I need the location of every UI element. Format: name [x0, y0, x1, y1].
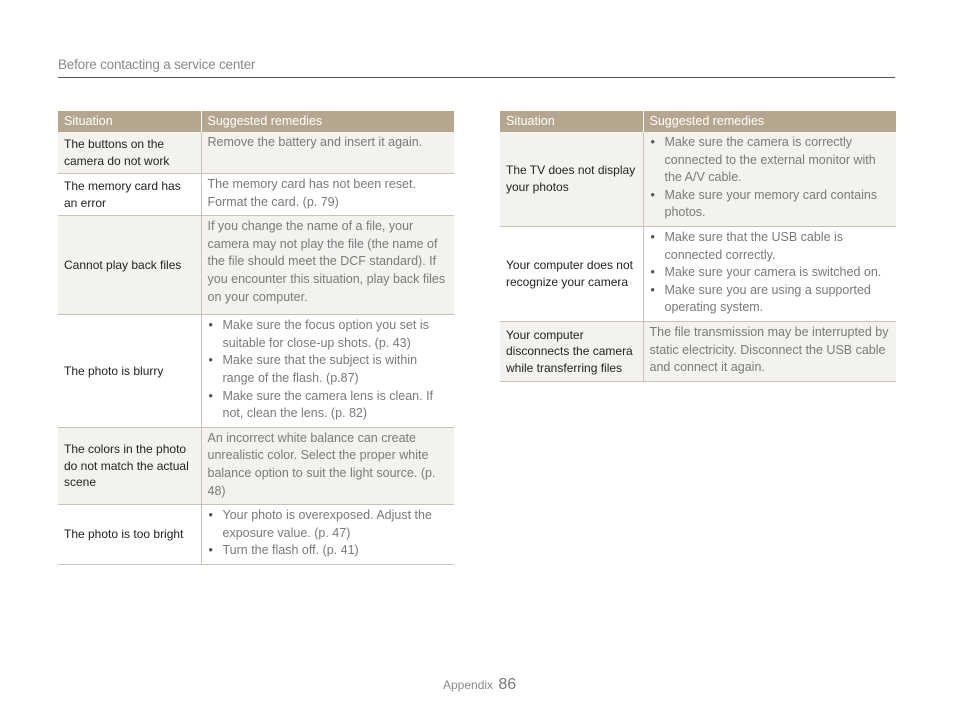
remedy-cell: The memory card has not been reset. Format the card. (p. 79) [201, 174, 454, 216]
situation-cell: Your computer does not recognize your camera [500, 226, 643, 321]
situation-cell: Cannot play back files [58, 216, 201, 315]
table-row [500, 226, 896, 321]
remedy-cell [643, 226, 896, 321]
remedy-bullet: • Make sure that the subject is within range of the flash. (p.87) [208, 352, 449, 387]
table-row [58, 216, 454, 315]
remedy-cell: The file transmission may be interrupted by static electricity. Disconnect the USB cable and connect it again. [643, 321, 896, 381]
situation-cell: The photo is too bright [58, 505, 201, 565]
remedy-cell: Remove the battery and insert it again. [201, 132, 454, 174]
table-header-row [500, 111, 896, 132]
situation-cell: The TV does not display your photos [500, 132, 643, 226]
remedy-bullet: • Make sure the camera is correctly connected to the external monitor with the A/V cable. [650, 134, 891, 187]
column-header-situation: Situation [58, 111, 201, 132]
remedy-bullet: • Make sure that the USB cable is connected correctly. [650, 229, 891, 264]
remedy-cell [643, 132, 896, 226]
remedy-list [650, 229, 891, 317]
situation-cell: The buttons on the camera do not work [58, 132, 201, 174]
footer-section-label: Appendix [443, 678, 494, 692]
table-row [500, 132, 896, 226]
column-header-remedies: Suggested remedies [643, 111, 896, 132]
remedy-bullet: • Make sure your camera is switched on. [650, 264, 891, 282]
remedy-list [208, 507, 449, 560]
remedy-bullet: • Make sure the camera lens is clean. If not, clean the lens. (p. 82) [208, 388, 449, 423]
column-header-situation: Situation [500, 111, 643, 132]
remedy-bullet: • Make sure you are using a supported operating system. [650, 282, 891, 317]
troubleshooting-table-right [500, 111, 896, 382]
troubleshooting-table-left [58, 111, 454, 565]
table-row [58, 132, 454, 174]
situation-cell: The colors in the photo do not match the actual scene [58, 427, 201, 504]
table-row [58, 315, 454, 428]
page-number: 86 [498, 676, 517, 693]
remedy-list [650, 134, 891, 222]
table-row [58, 427, 454, 504]
table-header-row [58, 111, 454, 132]
remedy-bullet: • Turn the flash off. (p. 41) [208, 542, 449, 560]
table-row [500, 321, 896, 381]
table-row [58, 174, 454, 216]
table-row [58, 505, 454, 565]
remedy-bullet: • Make sure the focus option you set is suitable for close-up shots. (p. 43) [208, 317, 449, 352]
page-footer [443, 676, 516, 694]
remedy-cell [201, 505, 454, 565]
remedy-cell: If you change the name of a file, your camera may not play the file (the name of the file should meet the DCF standard). If you encounter this situation, play back files on your computer. [201, 216, 454, 315]
situation-cell: Your computer disconnects the camera while transferring files [500, 321, 643, 381]
header-divider [58, 77, 895, 78]
situation-cell: The photo is blurry [58, 315, 201, 428]
situation-cell: The memory card has an error [58, 174, 201, 216]
page-header-title: Before contacting a service center [58, 57, 256, 72]
remedy-bullet: • Make sure your memory card contains photos. [650, 187, 891, 222]
remedy-cell [201, 315, 454, 428]
remedy-list [208, 317, 449, 423]
remedy-bullet: • Your photo is overexposed. Adjust the exposure value. (p. 47) [208, 507, 449, 542]
column-header-remedies: Suggested remedies [201, 111, 454, 132]
remedy-cell: An incorrect white balance can create unrealistic color. Select the proper white balance option to suit the light source. (p. 48) [201, 427, 454, 504]
